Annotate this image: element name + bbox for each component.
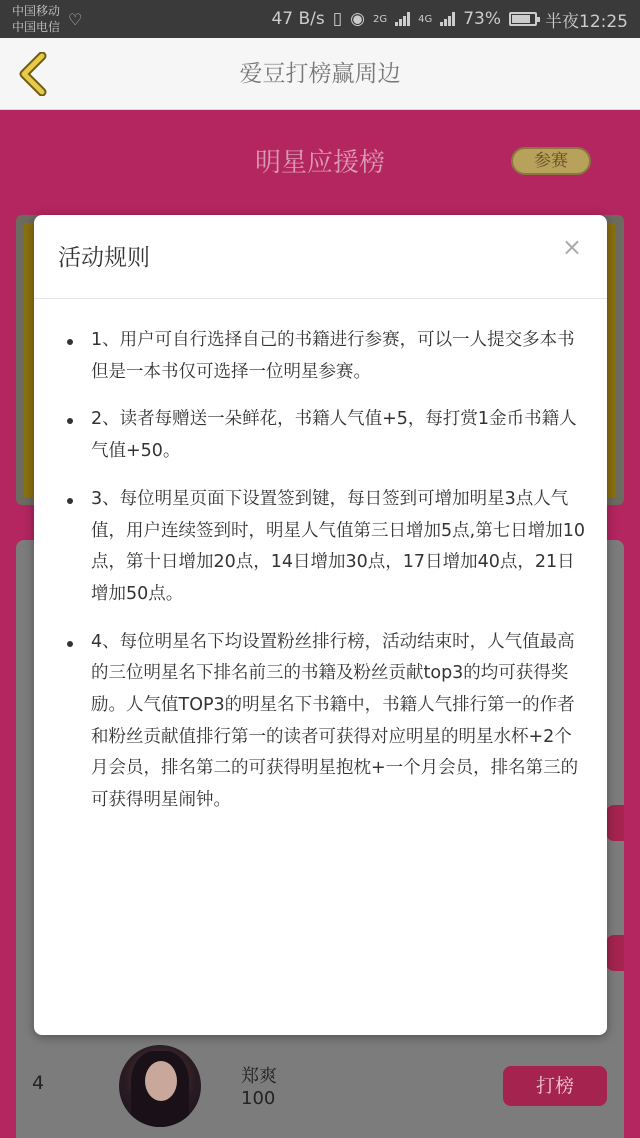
signal-icon-2 xyxy=(440,12,455,26)
board-title: 明星应援榜 xyxy=(254,148,385,178)
rules-list xyxy=(34,299,607,817)
carrier-2: 中国电信 xyxy=(12,20,61,34)
vote-button[interactable]: 打榜 xyxy=(503,1066,607,1106)
vibrate-icon: ▯ xyxy=(332,9,343,29)
heart-rate-icon: ♡ xyxy=(68,10,83,29)
eye-icon: ◉ xyxy=(350,9,365,29)
rule-item: 4、每位明星名下均设置粉丝排行榜，活动结束时，人气值最高的三位明星名下排名前三的书籍及粉丝贡献top3的均可获得奖励。人气值TOP3的明星名下书籍中，书籍人气排行第一的作者和粉丝贡献值排行第一的读者可获得对应明星的明星水杯+2个月会员，排名第二的可获得明星抱枕+一个月会员，排名第三的可获得明星闹钟。 xyxy=(66,627,587,817)
battery-icon xyxy=(509,12,537,26)
rule-item: 2、读者每赠送一朵鲜花，书籍人气值+5，每打赏1金币书籍人气值+50。 xyxy=(66,404,587,467)
ranking-row xyxy=(16,1040,624,1138)
signal-icon-1 xyxy=(395,12,410,26)
nav-bar xyxy=(0,38,640,110)
modal-header xyxy=(34,215,607,299)
network-speed: 47 B/s xyxy=(271,9,325,29)
carrier-info xyxy=(12,3,60,35)
rules-modal xyxy=(34,215,607,1035)
star-name: 郑爽 xyxy=(241,1066,277,1087)
net-type-2: 4G xyxy=(418,13,433,25)
modal-title: 活动规则 xyxy=(58,245,150,271)
status-right xyxy=(271,0,628,38)
vote-button-hidden-2[interactable] xyxy=(606,935,624,971)
page-title: 爱豆打榜赢周边 xyxy=(239,61,401,87)
rank-number: 4 xyxy=(32,1072,45,1094)
star-avatar xyxy=(119,1045,201,1127)
rule-item: 3、每位明星页面下设置签到键，每日签到可增加明星3点人气值，用户连续签到时，明星人气值第三日增加5点,第七日增加10点，第十日增加20点，14日增加30点，17日增加40点，21日增加50点。 xyxy=(66,484,587,611)
carrier-1: 中国移动 xyxy=(12,4,61,18)
clock: 半夜12:25 xyxy=(545,11,628,32)
status-bar xyxy=(0,0,640,38)
net-type-1: 2G xyxy=(372,13,388,25)
vote-button-hidden-1[interactable] xyxy=(606,805,624,841)
star-score: 100 xyxy=(241,1088,276,1109)
rule-item: 1、用户可自行选择自己的书籍进行参赛，可以一人提交多本书但是一本书仅可选择一位明星参赛。 xyxy=(66,325,587,388)
close-icon[interactable]: × xyxy=(561,233,582,261)
join-button[interactable]: 参赛 xyxy=(511,147,591,175)
battery-percent: 73% xyxy=(463,9,501,29)
